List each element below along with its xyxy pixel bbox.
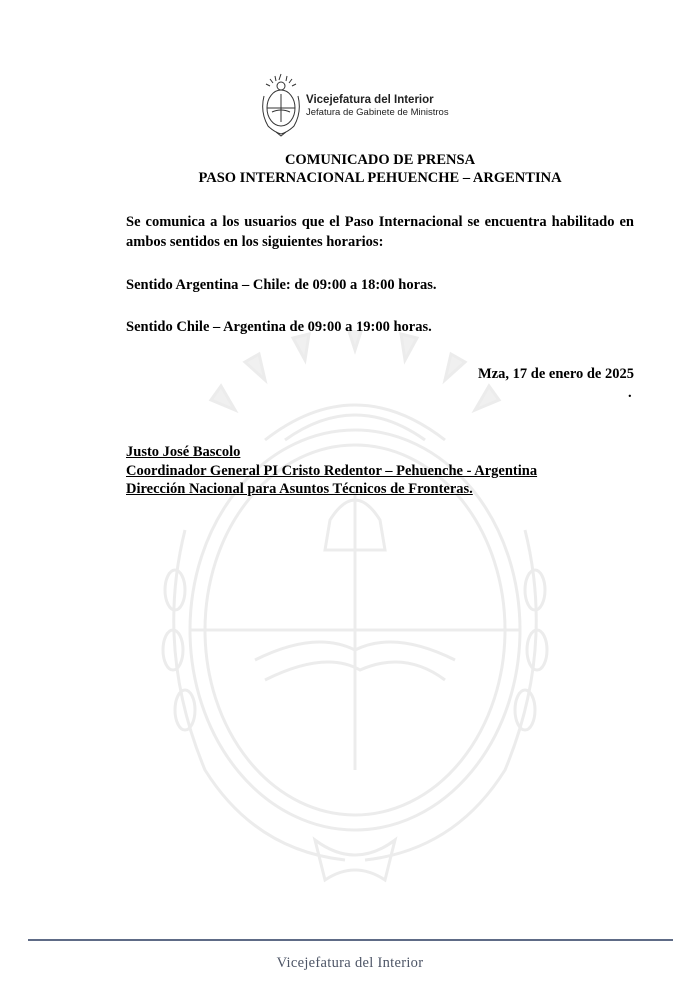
schedule-argentina-chile: Sentido Argentina – Chile: de 09:00 a 18:00 horas.	[126, 277, 437, 293]
document-date: Mza, 17 de enero de 2025	[478, 366, 634, 382]
signatory-office: Dirección Nacional para Asuntos Técnicos de Fronteras.	[126, 481, 473, 497]
organization-subtitle: Jefatura de Gabinete de Ministros	[306, 107, 449, 118]
schedule-chile-argentina: Sentido Chile – Argentina de 09:00 a 19:00 horas.	[126, 319, 432, 335]
coat-of-arms-logo	[258, 72, 304, 138]
coat-of-arms-watermark	[145, 330, 565, 890]
footer-label: Vicejefatura del Interior	[276, 955, 424, 971]
organization-name: Vicejefatura del Interior	[306, 94, 434, 106]
sun-rays	[211, 330, 499, 410]
trailing-dot: .	[628, 385, 632, 401]
signature-block	[126, 443, 537, 499]
intro-paragraph: Se comunica a los usuarios que el Paso Internacional se encuentra habilitado en ambos sentidos en los siguientes horarios:	[126, 214, 634, 250]
title-line-2: PASO INTERNACIONAL PEHUENCHE – ARGENTINA	[198, 170, 562, 186]
organization-header	[306, 94, 449, 119]
signatory-name: Justo José Bascolo	[126, 444, 241, 460]
press-release-title	[0, 151, 700, 187]
title-line-1: COMUNICADO DE PRENSA	[284, 152, 476, 168]
footer-divider	[28, 939, 673, 941]
signatory-role: Coordinador General PI Cristo Redentor – Pehuenche - Argentina	[126, 462, 538, 479]
